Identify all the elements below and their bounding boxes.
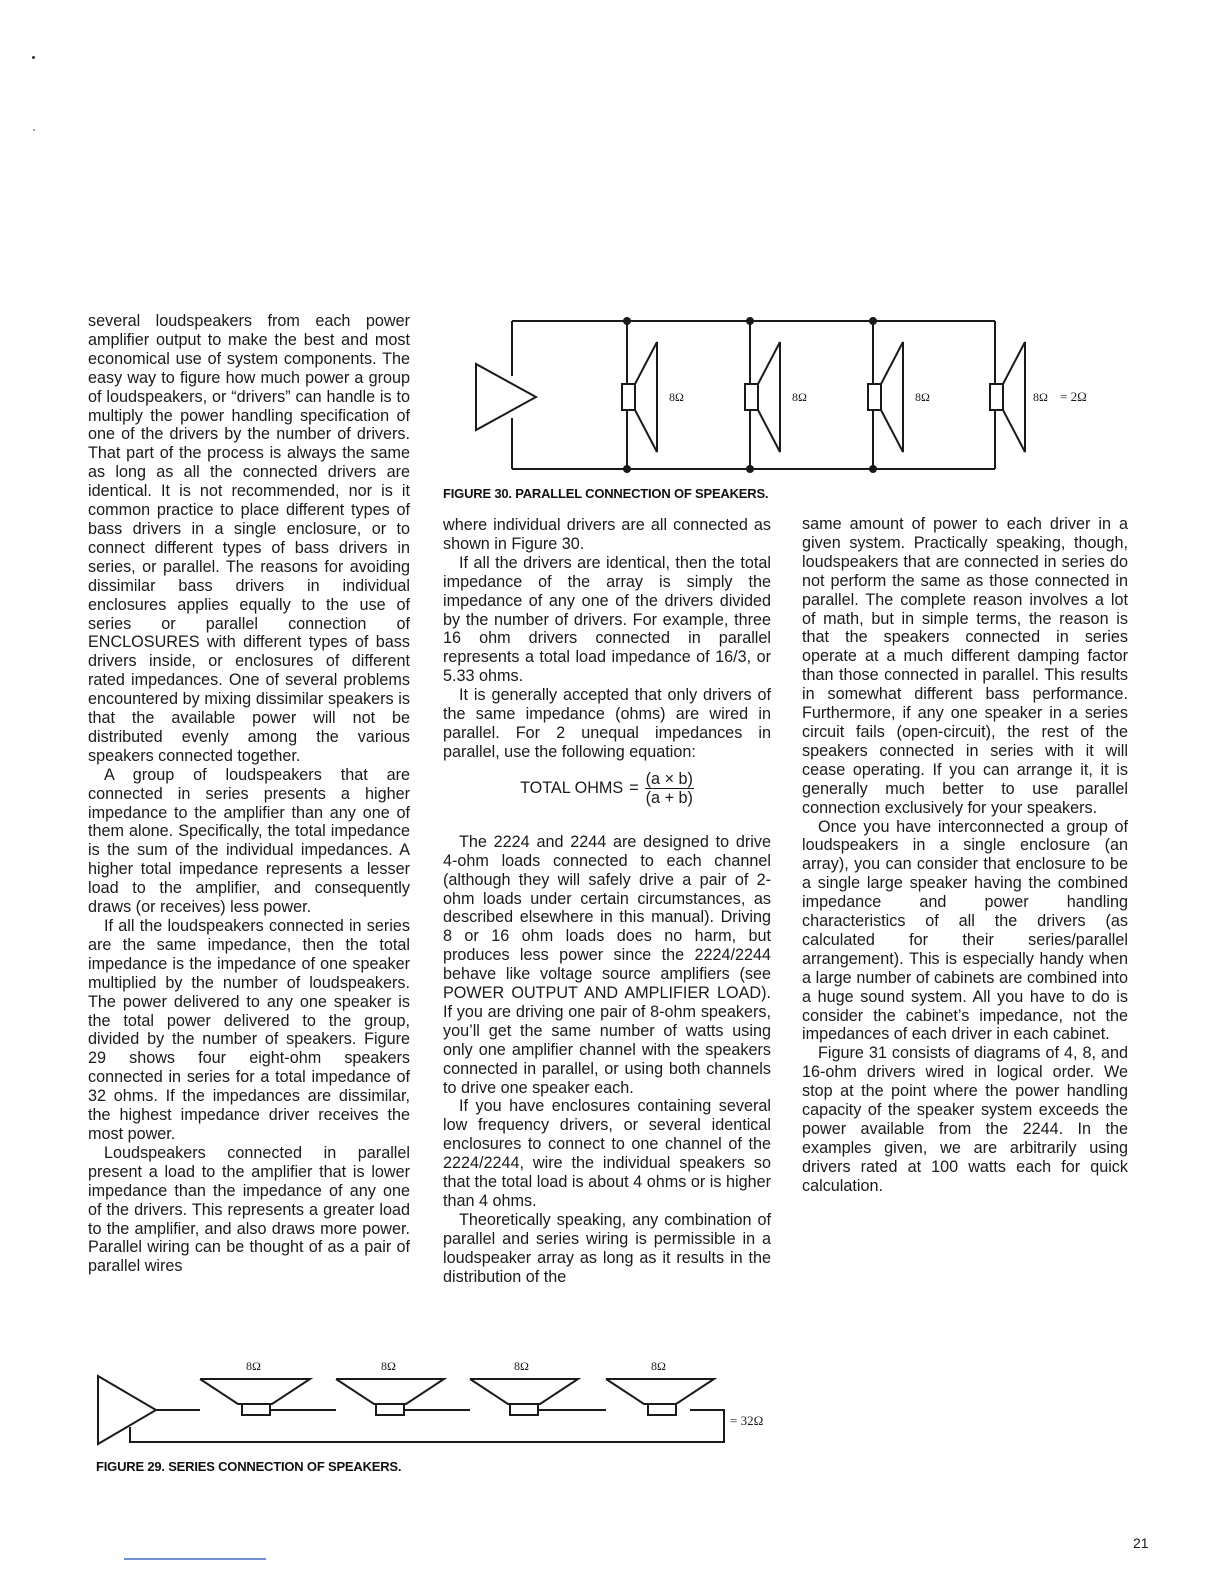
speaker-icon [622, 321, 657, 469]
body-paragraph: Figure 31 consists of diagrams of 4, 8, and 16-ohm drivers wired in logical order. We stop at the point where the power handling capacity of the speaker system exceeds the power available from the 2244. In the examples given, we are arbitrarily using drivers rated at 100 watts each for quick calculation. [802, 1044, 1128, 1195]
body-paragraph: The 2224 and 2244 are designed to drive 4-ohm loads connected to each channel (although they will safely drive a pair of 2-ohm loads under certain circumstances, as described elsewhere in this manual). Driving 8 or 16 ohm loads does no harm, but produces less power since the 2224/2244 behave like voltage source amplifiers (see POWER OUTPUT AND AMPLIFIER LOAD). If you are driving one pair of 8-ohm speakers, you’ll get the same number of watts using only one amplifier channel with the speakers connected in parallel, or using both channels to drive one speaker each. [443, 832, 771, 1097]
speaker-impedance-label: 8Ω [669, 390, 684, 404]
figure-30-parallel-diagram [470, 312, 1110, 482]
speaker-impedance-label: 8Ω [651, 1359, 666, 1373]
scan-speck [32, 56, 35, 59]
text-column-3 [802, 515, 1128, 1196]
body-paragraph: Loudspeakers connected in parallel present a load to the amplifier that is lower impedance than the impedance of any one of the drivers. This represents a greater load to the amplifier, and also draws more power. Parallel wiring can be thought of as a pair of parallel wires [88, 1143, 410, 1276]
equation-fraction [645, 770, 694, 807]
speaker-impedance-label: 8Ω [1033, 390, 1048, 404]
amplifier-icon [476, 364, 536, 430]
equation-lhs: TOTAL OHMS [520, 778, 624, 797]
text-column-1 [88, 312, 410, 1276]
page-number: 21 [1133, 1535, 1149, 1551]
scan-edge-line [124, 1558, 266, 1560]
body-paragraph: Once you have interconnected a group of loudspeakers in a single enclosure (an array), you can consider that enclosure to be a single large speaker having the combined impedance and power handling characteristics of all the drivers (as calculated for their series/parallel arrangement). This is especially handy when a large number of cabinets are combined into a huge sound system. All you have to do is consider the cabinet’s impedance, not the impedances of each driver in each cabinet. [802, 817, 1128, 1044]
body-paragraph: It is generally accepted that only drivers of the same impedance (ohms) are wired in parallel. For 2 unequal impedances in parallel, use the following equation: [443, 686, 771, 761]
speaker-icon [745, 321, 780, 469]
body-paragraph: several loudspeakers from each power amplifier output to make the best and most economical use of system components. The easy way to figure how much power a group of loudspeakers, or “drivers” can handle is to multiply the power handling specification of one of the drivers by the number of drivers. That part of the process is always the same as long as all the connected drivers are identical. It is not recommended, nor is it common practice to place different types of bass drivers in a single enclosure, or to connect different types of bass drivers in series, or parallel. The reasons for avoiding dissimilar bass drivers in individual enclosures applies equally to the use of series or parallel connection of ENCLOSURES with different types of bass drivers inside, or enclosures of different rated impedances. One of several problems encountered by mixing dissimilar speakers is that the available power will not be distributed evenly among the various speakers connected together. [88, 312, 410, 765]
speaker-icon [990, 321, 1025, 469]
speaker-impedance-label: 8Ω [381, 1359, 396, 1373]
equation-numerator: (a × b) [645, 769, 693, 788]
equation-denominator: (a + b) [645, 788, 693, 807]
body-paragraph: where individual drivers are all connected as shown in Figure 30. [443, 516, 771, 553]
figure-29-caption: FIGURE 29. SERIES CONNECTION OF SPEAKERS. [96, 1459, 402, 1474]
speaker-impedance-label: 8Ω [514, 1359, 529, 1373]
body-paragraph: Theoretically speaking, any combination of parallel and series wiring is permissible in a loudspeaker array as long as it results in the distribution of the [443, 1210, 771, 1286]
body-paragraph: same amount of power to each driver in a given system. Practically speaking, though, loudspeakers that are connected in series do not perform the same as those connected in parallel. The complete reason involves a lot of math, but in simple terms, the reason is that the speakers connected in series operate at a much different damping factor than those connected in parallel. This results in somewhat different bass performance. Furthermore, if any one speaker in a series circuit fails (open-circuit), the rest of the speakers connected in series with it will cease operating. If you can arrange it, it is generally much better to use parallel connection exclusively for your speakers. [802, 515, 1128, 817]
body-paragraph: If you have enclosures containing several low frequency drivers, or several identical enclosures to connect to one channel of the 2224/2244, wire the individual speakers so that the total load is about 4 ohms or is higher than 4 ohms. [443, 1097, 771, 1210]
body-paragraph: A group of loudspeakers that are connected in series presents a higher impedance to the amplifier than any one of them alone. Specifically, the total impedance is the sum of the individual impedances. A higher total impedance represents a lesser load to the amplifier, and consequently draws (or receives) less power. [88, 765, 410, 917]
figure-29-series-diagram [90, 1352, 790, 1452]
amplifier-icon [98, 1376, 156, 1444]
body-paragraph: If all the loudspeakers connected in series are the same impedance, then the total impedance is the impedance of one speaker multiplied by the number of loudspeakers. The power delivered to any one speaker is the total power delivered to the group, divided by the number of speakers. Figure 29 shows four eight-ohm speakers connected in series for a total impedance of 32 ohms. If the impedances are dissimilar, the highest impedance driver receives the most power. [88, 917, 410, 1143]
body-paragraph: If all the drivers are identical, then the total impedance of the array is simply the impedance of any one of the drivers divided by the number of drivers. For example, three 16 ohm drivers connected in parallel represents a total load impedance of 16/3, or 5.33 ohms. [443, 553, 771, 686]
total-impedance-label: = 32Ω [730, 1413, 764, 1428]
speaker-icon [868, 321, 903, 469]
scan-speck [33, 129, 35, 131]
text-column-2 [443, 516, 771, 1287]
total-ohms-equation [443, 770, 771, 807]
speaker-impedance-label: 8Ω [915, 390, 930, 404]
speaker-impedance-label: 8Ω [246, 1359, 261, 1373]
figure-30-caption: FIGURE 30. PARALLEL CONNECTION OF SPEAKERS. [443, 486, 769, 501]
total-impedance-label: = 2Ω [1060, 389, 1087, 404]
speaker-impedance-label: 8Ω [792, 390, 807, 404]
equation-equals: = [629, 778, 639, 797]
